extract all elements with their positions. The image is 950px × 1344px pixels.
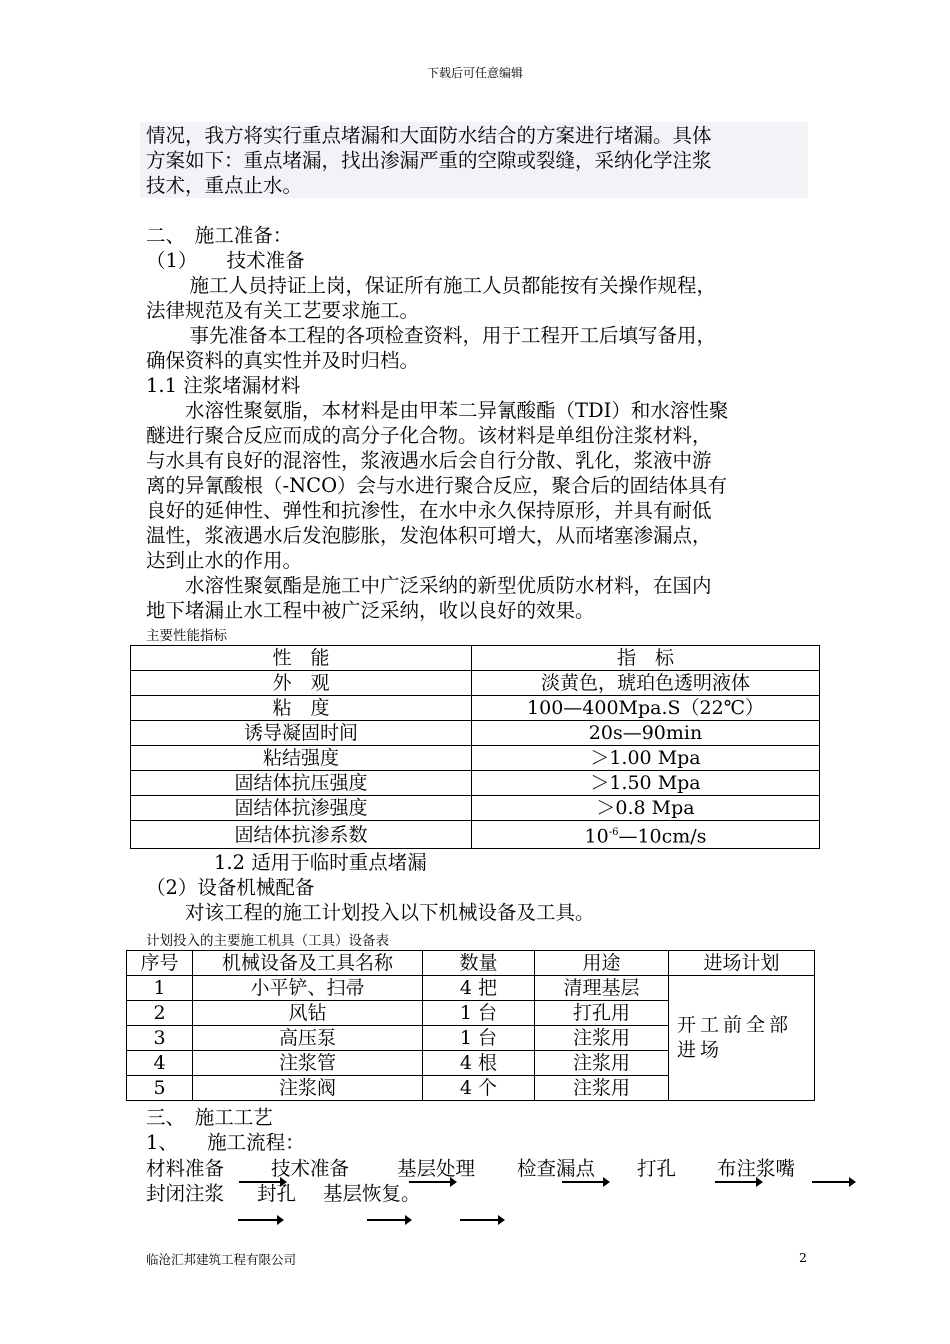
para-line: 温性，浆液遇水后发泡膨胀，发泡体积可增大，从而堵塞渗漏点，: [146, 524, 712, 547]
header-cell: 机械设备及工具名称: [193, 951, 423, 976]
para-personnel: [170, 273, 716, 298]
table-cell: 注浆用: [535, 1026, 669, 1051]
table-cell: 4: [127, 1051, 193, 1076]
perf-table: [130, 645, 820, 849]
intro-paragraph: [146, 123, 712, 198]
table-cell: 1: [127, 976, 193, 1001]
table-row: [127, 976, 815, 1001]
para-line: 醚进行聚合反应而成的高分子化合物。该材料是单组份注浆材料，: [146, 424, 712, 447]
table-cell: 20s—90min: [472, 721, 820, 746]
equip-table-caption: 计划投入的主要施工机具（工具）设备表: [146, 933, 389, 949]
intro-line: 方案如下：重点堵漏，找出渗漏严重的空隙或裂缝，采纳化学注浆: [146, 149, 712, 172]
subsection-flow: 1、 施工流程：: [146, 1131, 305, 1154]
table-row: [131, 671, 820, 696]
para-line: 事先准备本工程的各项检查资料，用于工程开工后填写备用，: [170, 324, 717, 347]
para-line: 离的异氰酸根（-NCO）会与水进行聚合反应，聚合后的固结体具有: [146, 474, 728, 497]
table-cell: 注浆阀: [193, 1076, 423, 1101]
para-line: 地下堵漏止水工程中被广泛采纳，收以良好的效果。: [146, 599, 595, 622]
table-cell: ＞1.00 Mpa: [472, 746, 820, 771]
table-cell: 3: [127, 1026, 193, 1051]
flow-arrow-icon: [367, 1219, 408, 1221]
header-cell: 用途: [535, 951, 669, 976]
table-cell: 打孔用: [535, 1001, 669, 1026]
table-row: [131, 821, 820, 849]
table-cell: 4 根: [423, 1051, 535, 1076]
header-cell: 数量: [423, 951, 535, 976]
intro-line: 情况，我方将实行重点堵漏和大面防水结合的方案进行堵漏。具体: [146, 124, 712, 147]
table-cell: ＞0.8 Mpa: [472, 796, 820, 821]
flow-step: 材料准备: [146, 1157, 225, 1180]
table-cell: 粘 度: [131, 696, 472, 721]
equip-table: [126, 950, 815, 1101]
header-cell: 进场计划: [669, 951, 815, 976]
coef-base: 10: [584, 825, 609, 848]
table-cell: 外 观: [131, 671, 472, 696]
flow-step: 封闭注浆: [146, 1182, 225, 1205]
table-cell: 注浆用: [535, 1051, 669, 1076]
table-cell: 4 把: [423, 976, 535, 1001]
table-cell: 4 个: [423, 1076, 535, 1101]
table-cell: 5: [127, 1076, 193, 1101]
table-cell: 固结体抗渗强度: [131, 796, 472, 821]
para-line: 确保资料的真实性并及时归档。: [146, 349, 420, 372]
para-material: [146, 398, 728, 623]
table-row: [131, 771, 820, 796]
perf-table-caption: 主要性能指标: [146, 628, 227, 644]
subsection-tech-prep: （1） 技术准备: [146, 249, 305, 272]
table-cell: ＞1.50 Mpa: [472, 771, 820, 796]
table-cell: 1 台: [423, 1026, 535, 1051]
section-2-title: 二、 施工准备：: [146, 224, 293, 247]
page-number: 2: [799, 1250, 807, 1265]
flow-arrow-icon: [715, 1181, 759, 1183]
heading-1-2: 1.2 适用于临时重点堵漏: [214, 851, 427, 874]
table-cell: 注浆管: [193, 1051, 423, 1076]
table-cell: 高压泵: [193, 1026, 423, 1051]
header-cell: 指 标: [472, 646, 820, 671]
table-row: [131, 721, 820, 746]
section-3-title: 三、 施工工艺: [146, 1106, 273, 1129]
table-row: [131, 796, 820, 821]
coef-range: —10cm/s: [618, 825, 707, 848]
heading-1-1: 1.1 注浆堵漏材料: [146, 374, 301, 397]
flow-step: 基层处理: [397, 1157, 476, 1180]
para-line: 与水具有良好的混溶性，浆液遇水后会自行分散、乳化，浆液中游: [146, 449, 712, 472]
flow-arrow-icon: [812, 1181, 852, 1183]
table-cell: 固结体抗渗系数: [131, 821, 472, 849]
flow-arrow-icon: [460, 1219, 501, 1221]
flow-step: 布注浆嘴: [717, 1157, 796, 1180]
subsection-equipment: （2）设备机械配备: [146, 876, 315, 899]
flow-step: 检查漏点: [517, 1157, 596, 1180]
para-line: 水溶性聚氨脂，本材料是由甲苯二异氰酸酯（TDI）和水溶性聚: [185, 399, 729, 422]
flow-step: 技术准备: [271, 1157, 350, 1180]
table-cell: 注浆用: [535, 1076, 669, 1101]
para-line: 施工人员持证上岗，保证所有施工人员都能按有关操作规程，: [170, 274, 717, 297]
table-cell: 粘结强度: [131, 746, 472, 771]
flow-step: 基层恢复。: [323, 1182, 421, 1205]
para-equipment: 对该工程的施工计划投入以下机械设备及工具。: [185, 901, 595, 924]
header-cell: 性 能: [131, 646, 472, 671]
table-cell: 1 台: [423, 1001, 535, 1026]
page-header: 下载后可任意编辑: [426, 66, 523, 80]
table-cell: 2: [127, 1001, 193, 1026]
table-cell: 小平铲、扫帚: [193, 976, 423, 1001]
table-cell: 风钻: [193, 1001, 423, 1026]
para-line: 水溶性聚氨酯是施工中广泛采纳的新型优质防水材料，在国内: [185, 574, 712, 597]
para-line: 良好的延伸性、弹性和抗渗性，在水中永久保持原形，并具有耐低: [146, 499, 712, 522]
table-row: [131, 746, 820, 771]
table-cell: 固结体抗压强度: [131, 771, 472, 796]
flow-arrow-icon: [562, 1181, 606, 1183]
table-cell: 诱导凝固时间: [131, 721, 472, 746]
table-cell: [472, 821, 820, 849]
para-line: 法律规范及有关工艺要求施工。: [146, 299, 420, 322]
table-cell: 清理基层: [535, 976, 669, 1001]
table-header-row: [127, 951, 815, 976]
flow-step: 打孔: [637, 1157, 677, 1180]
table-row: [131, 696, 820, 721]
table-cell: 100—400Mpa.S（22℃）: [472, 696, 820, 721]
table-cell: 淡黄色，琥珀色透明液体: [472, 671, 820, 696]
intro-line: 技术，重点止水。: [146, 174, 303, 197]
coef-exponent: -6: [608, 827, 619, 838]
flow-arrow-icon: [238, 1219, 280, 1221]
plan-cell: 开工前全部进场: [669, 976, 815, 1101]
header-cell: 序号: [127, 951, 193, 976]
table-header-row: [131, 646, 820, 671]
para-line: 达到止水的作用。: [146, 549, 303, 572]
footer-company: 临沧汇邦建筑工程有限公司: [146, 1252, 297, 1267]
flow-step: 封孔: [257, 1182, 297, 1205]
